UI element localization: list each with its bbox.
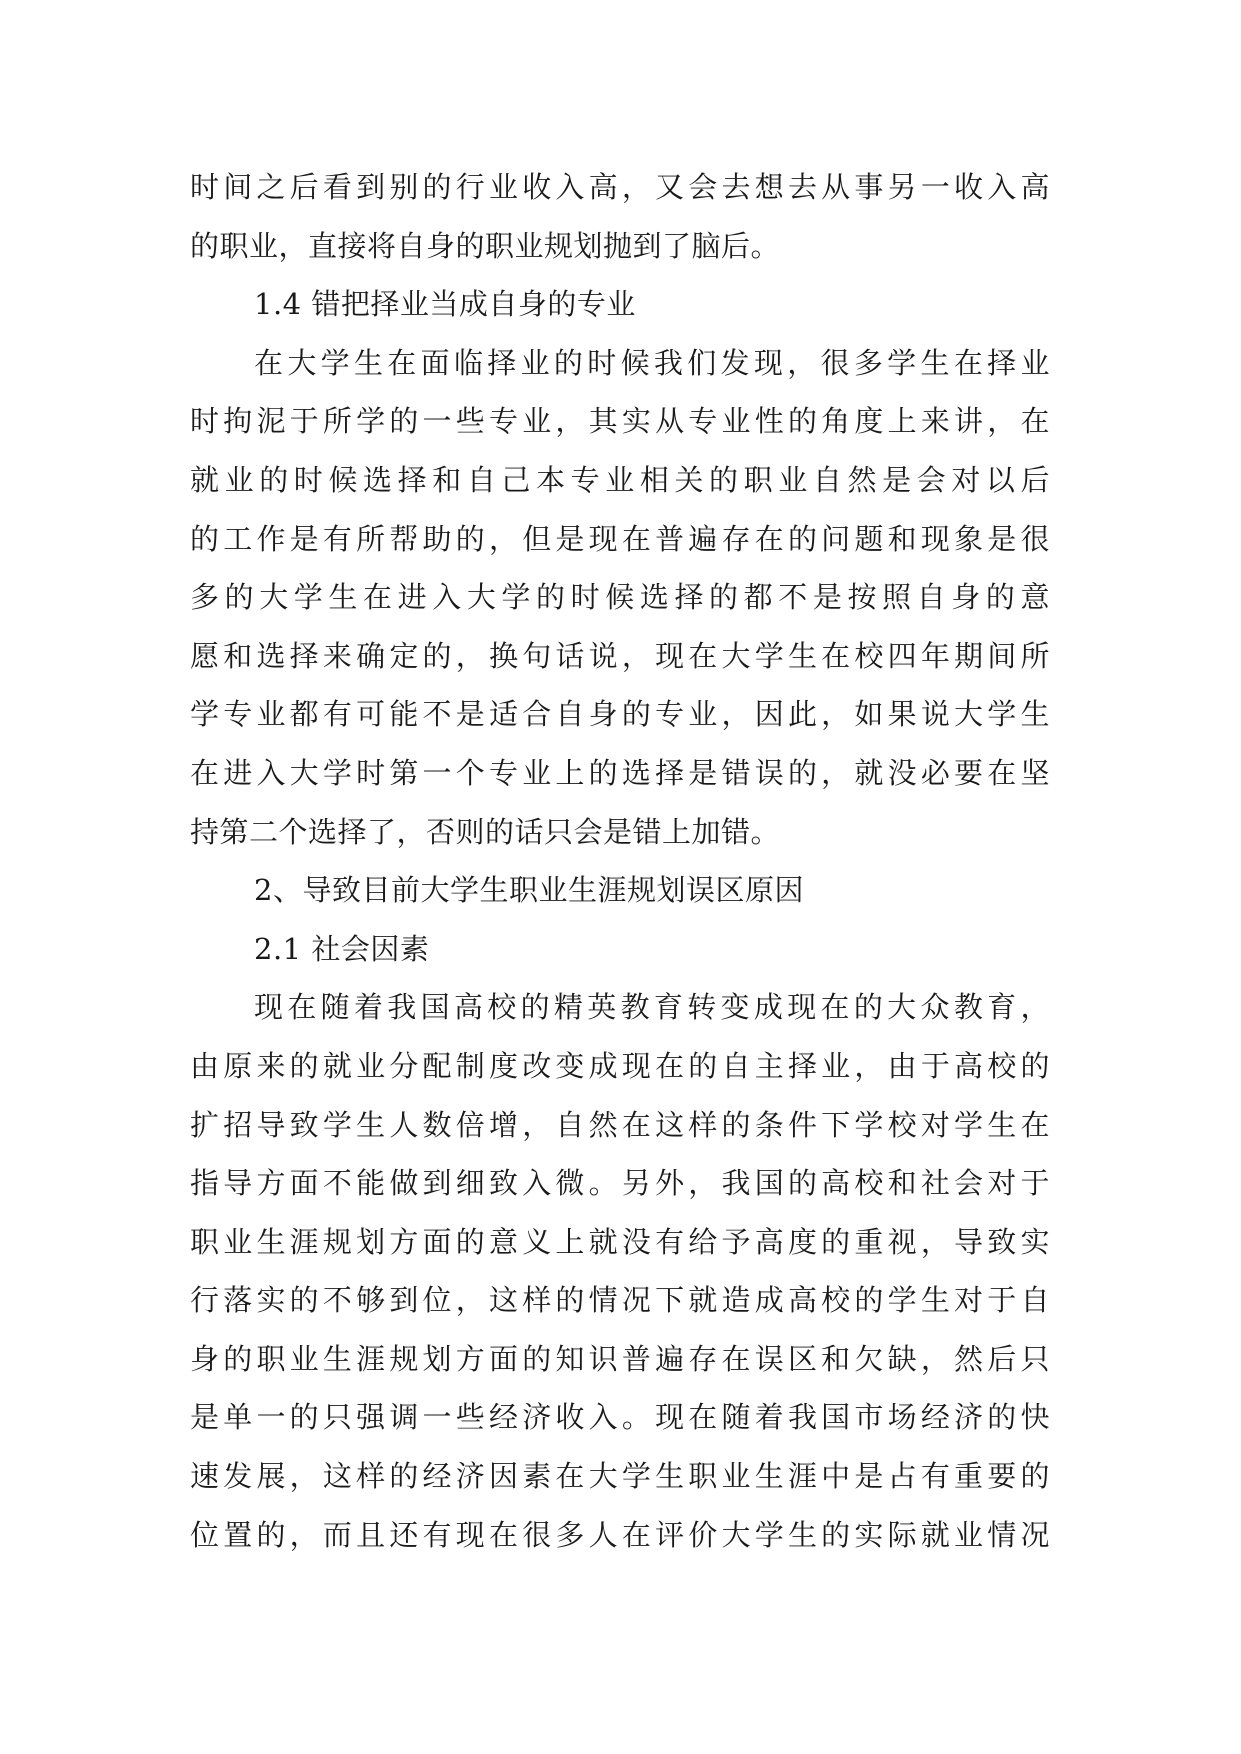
section-heading-2-1: 2.1 社会因素	[254, 931, 430, 966]
section-heading-1-4: 1.4 错把择业当成自身的专业	[254, 287, 636, 322]
text-line: 的工作是有所帮助的，但是现在普遍存在的问题和现象是很	[190, 521, 1050, 556]
section-heading-2: 2、导致目前大学生职业生涯规划误区原因	[254, 873, 804, 908]
text-line: 身的职业生涯规划方面的知识普遍存在误区和欠缺，然后只	[190, 1341, 1050, 1376]
text-line: 多的大学生在进入大学的时候选择的都不是按照自身的意	[190, 580, 1050, 615]
text-line: 就业的时候选择和自己本专业相关的职业自然是会对以后	[190, 462, 1050, 497]
text-line: 学专业都有可能不是适合自身的专业，因此，如果说大学生	[190, 697, 1050, 732]
text-line: 持第二个选择了，否则的话只会是错上加错。	[190, 814, 781, 849]
text-line: 的职业，直接将自身的职业规划抛到了脑后。	[190, 228, 781, 263]
body-text	[190, 158, 1050, 1564]
text-line: 时拘泥于所学的一些专业，其实从专业性的角度上来讲，在	[190, 404, 1050, 439]
text-line: 行落实的不够到位，这样的情况下就造成高校的学生对于自	[190, 1283, 1050, 1318]
text-line: 位置的，而且还有现在很多人在评价大学生的实际就业情况	[190, 1517, 1050, 1552]
text-line: 是单一的只强调一些经济收入。现在随着我国市场经济的快	[190, 1400, 1050, 1435]
text-line: 指导方面不能做到细致入微。另外，我国的高校和社会对于	[190, 1166, 1050, 1201]
text-line: 职业生涯规划方面的意义上就没有给予高度的重视，导致实	[190, 1224, 1050, 1259]
text-line: 现在随着我国高校的精英教育转变成现在的大众教育，	[254, 990, 1050, 1025]
text-line: 扩招导致学生人数倍增，自然在这样的条件下学校对学生在	[190, 1107, 1050, 1142]
text-line: 在进入大学时第一个专业上的选择是错误的，就没必要在坚	[190, 755, 1050, 790]
text-line: 愿和选择来确定的，换句话说，现在大学生在校四年期间所	[190, 638, 1050, 673]
text-line: 时间之后看到别的行业收入高，又会去想去从事另一收入高	[190, 170, 1050, 204]
text-line: 在大学生在面临择业的时候我们发现，很多学生在择业	[254, 345, 1050, 380]
text-line: 由原来的就业分配制度改变成现在的自主择业，由于高校的	[190, 1048, 1050, 1083]
text-line: 速发展，这样的经济因素在大学生职业生涯中是占有重要的	[190, 1459, 1050, 1494]
